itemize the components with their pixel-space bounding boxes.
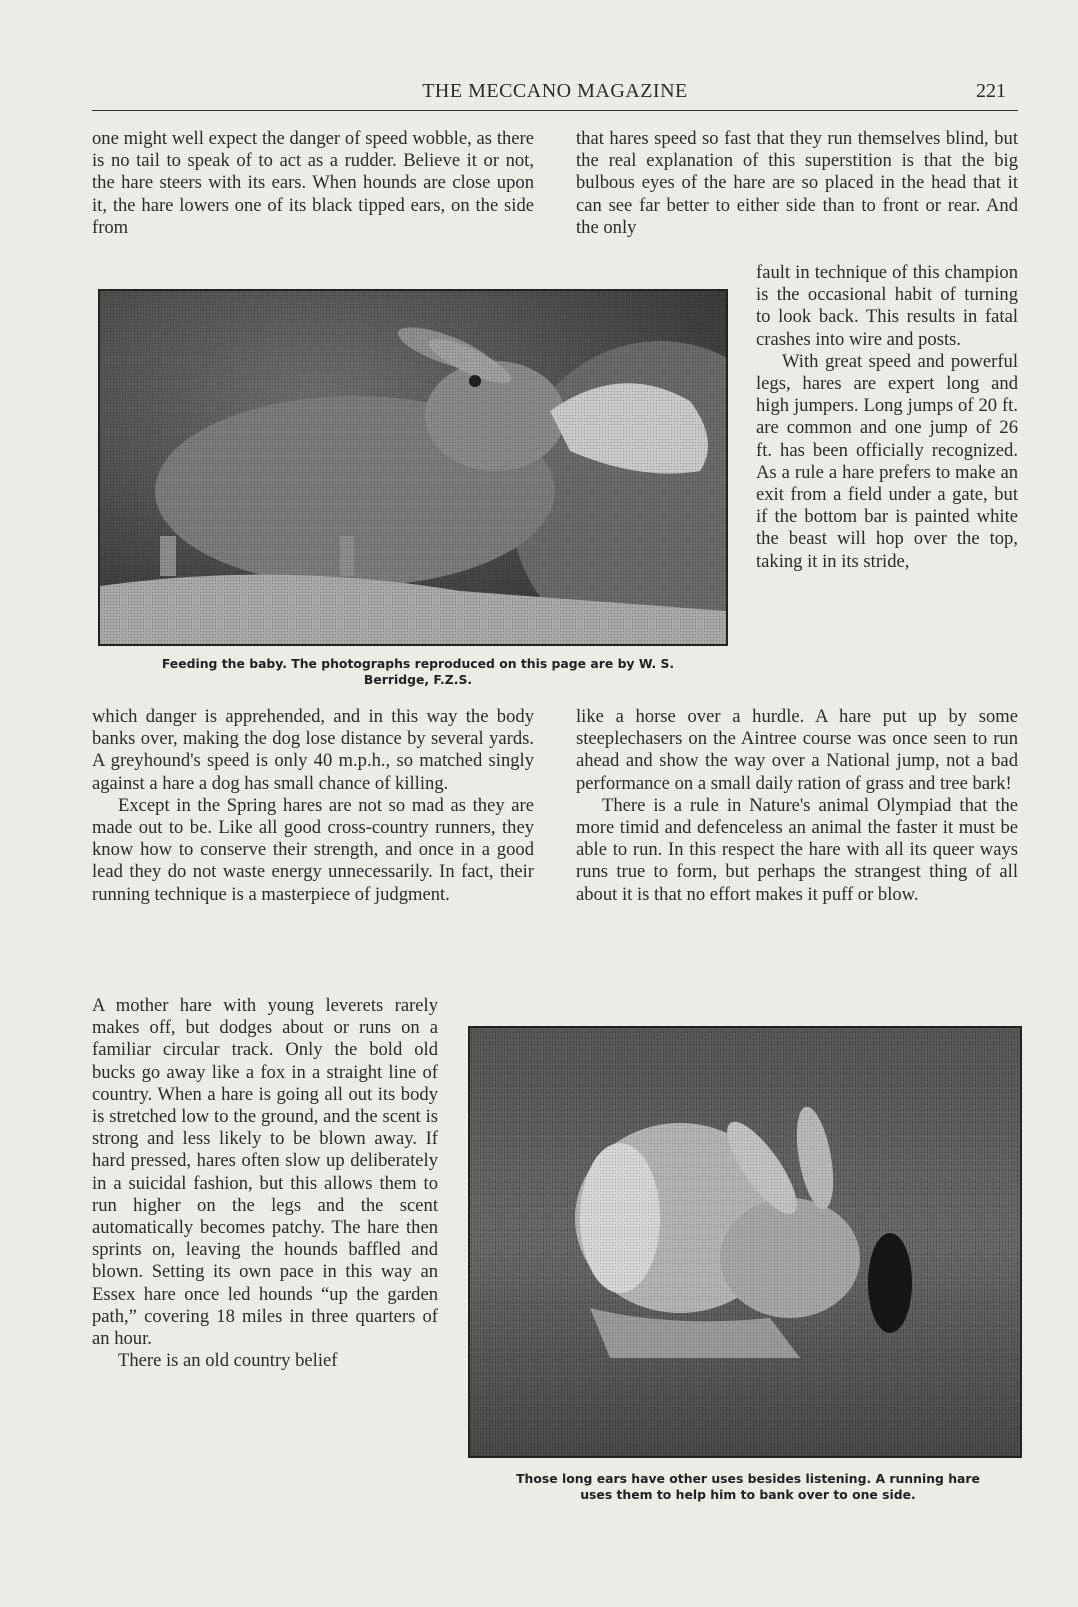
page-number: 221 xyxy=(976,80,1006,102)
bottom-left-column xyxy=(92,995,438,1372)
page-header xyxy=(92,78,1018,106)
photo-feeding-baby xyxy=(98,289,728,646)
paragraph: There is a rule in Nature's animal Olympiad that the more timid and defenceless an animal the faster it must be able to run. In this respect the hare with all its queer ways runs true to form, but perhaps the strangest thing of all about it is that no effort makes it puff or blow. xyxy=(576,794,1018,905)
paragraph: one might well expect the danger of speed wobble, as there is no tail to speak of to act as a rudder. Believe it or not, the hare steers with its ears. When hounds are close upon it, the hare lowers one of its black tipped ears, on the side from xyxy=(92,128,534,238)
photo2-caption xyxy=(468,1471,1028,1503)
magazine-title: THE MECCANO MAGAZINE xyxy=(422,80,688,102)
caption-line: Berridge, F.Z.S. xyxy=(363,672,473,687)
header-rule xyxy=(92,110,1018,111)
hare-grazing-image xyxy=(470,1028,1020,1456)
paragraph: which danger is apprehended, and in this way the body banks over, making the dog lose distance by several yards. A greyhound's speed is only 40 m.p.h., so matched singly against a hare a dog has small chance of killing. xyxy=(92,706,534,794)
caption-line: uses them to help him to bank over to one side. xyxy=(580,1487,916,1502)
hare-feeding-image xyxy=(100,291,726,644)
top-right-column xyxy=(576,128,1018,239)
caption-line: Those long ears have other uses besides listening. A running hare xyxy=(516,1471,980,1486)
paragraph: A mother hare with young leverets rarely makes off, but dodges about or runs on a familiar circular track. Only the bold old bucks go away like a fox in a straight line of country. When a hare is going all out its body is stretched low to the ground, and the scent is strong and less likely to be blown away. If hard pressed, hares often slow up deliberately in a suicidal fashion, but this allows them to run higher on the legs and the scent automatically becomes patchy. The hare then sprints on, leaving the hounds baffled and blown. Setting its own pace in this way an Essex hare once led hounds “up the garden path,” covering 18 miles in three quarters of an hour. xyxy=(92,995,438,1350)
paragraph: that hares speed so fast that they run themselves blind, but the real explanation of this superstition is that the big bulbous eyes of the hare are so placed in the head that it can see far better to either side than to front or rear. And the only xyxy=(576,128,1018,238)
mid-right-column xyxy=(576,706,1018,906)
paragraph: fault in technique of this champion is the occasional habit of turning to look back. This results in fatal crashes into wire and posts. xyxy=(756,262,1018,350)
paragraph: like a horse over a hurdle. A hare put up by some steeplechasers on the Aintree course was once seen to run ahead and show the way over a National jump, not a bad performance on a small daily ration of grass and tree bark! xyxy=(576,706,1018,794)
top-left-column xyxy=(92,128,534,239)
caption-line: Feeding the baby. The photographs reproduced on this page are by W. S. xyxy=(161,656,675,671)
paragraph: There is an old country belief xyxy=(118,1350,338,1372)
photo1-caption xyxy=(98,656,738,688)
photo-running-hare xyxy=(468,1026,1022,1458)
paragraph: Except in the Spring hares are not so mad as they are made out to be. Like all good cross-country runners, they know how to conserve their strength, and once in a good lead they do not waste energy unnecessarily. In fact, their running technique is a masterpiece of judgment. xyxy=(92,794,534,905)
paragraph: With great speed and powerful legs, hares are expert long and high jumpers. Long jumps of 20 ft. are common and one jump of 26 ft. has been officially recognized. As a rule a hare prefers to make an exit from a field under a gate, but if the bottom bar is painted white the beast will hop over the top, taking it in its stride, xyxy=(756,350,1018,572)
mid-left-column xyxy=(92,706,534,906)
narrow-right-column xyxy=(756,262,1018,573)
